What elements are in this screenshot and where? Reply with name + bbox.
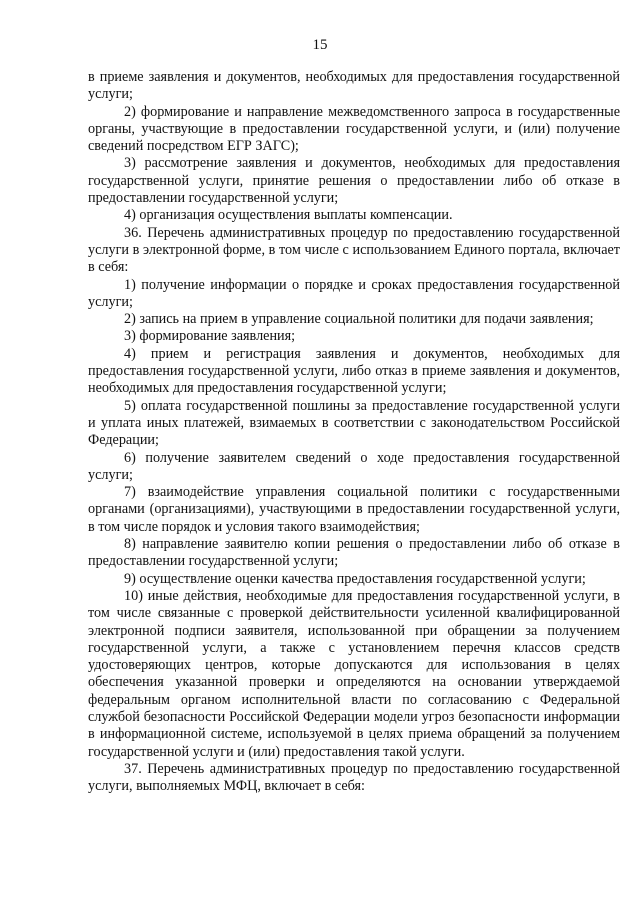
document-body [88,69,620,795]
section-36-heading: 36. Перечень административных процедур по предоставлению государственной услуги в электронной форме, в том числе с использованием Единого портала, включает в себя: [88,224,620,276]
section-36-item-8: 8) направление заявителю копии решения о предоставлении либо об отказе в предоставлении государственной услуги; [88,536,620,570]
list-item-3: 3) рассмотрение заявления и документов, необходимых для предоставления государственной услуги, принятие решения о предоставлении либо об отказе в предоставлении государственной услуги; [88,155,620,207]
section-36-item-4: 4) прием и регистрация заявления и документов, необходимых для предоставления государственной услуги, либо отказ в приеме заявления и документов, необходимых для предоставления государственной услуги; [88,345,620,397]
section-36-item-7: 7) взаимодействие управления социальной политики с государственными органами (организациями), участвующими в предоставлении государственной услуги, в том числе порядок и условия такого взаимодействия; [88,484,620,535]
list-item-2: 2) формирование и направление межведомственного запроса в государственные органы, участвующие в предоставлении государственной услуги, и (или) получение сведений посредством ЕГР ЗАГС); [88,103,620,155]
section-36-item-3: 3) формирование заявления; [124,328,296,345]
section-36-item-1: 1) получение информации о порядке и сроках предоставления государственной услуги; [88,276,620,310]
section-36-item-9: 9) осуществление оценки качества предоставления государственной услуги; [124,570,586,587]
section-36-item-5: 5) оплата государственной пошлины за предоставление государственной услуги и уплата иных платежей, взимаемых в соответствии с законодательством Российской Федерации; [88,397,620,449]
paragraph-continuation: в приеме заявления и документов, необходимых для предоставления государственной услуги; [88,69,620,103]
page-number: 15 [312,37,328,53]
list-item-4: 4) организация осуществления выплаты компенсации. [124,207,453,224]
section-36-item-6: 6) получение заявителем сведений о ходе предоставления государственной услуги; [88,449,620,483]
section-36-item-2: 2) запись на прием в управление социальной политики для подачи заявления; [124,311,594,328]
section-36-item-10: 10) иные действия, необходимые для предоставления государственной услуги, в том числе связанные с проверкой действительности усиленной квалифицированной электронной подписи заявителя, использованной при обращении за получением государственной услуги, а также с установлением перечня классов средств удостоверяющих центров, которые допускаются для использования в целях обеспечения указанной проверки и определяются на основании утверждаемой федеральным органом исполнительной власти по согласованию с Федеральной службой безопасности Российской Федерации модели угроз безопасности информации в информационной системе, используемой в целях приема обращений за получением государственной услуги и (или) предоставления такой услуги. [88,587,620,760]
section-37-heading: 37. Перечень административных процедур по предоставлению государственной услуги, выполняемых МФЦ, включает в себя: [88,760,620,795]
